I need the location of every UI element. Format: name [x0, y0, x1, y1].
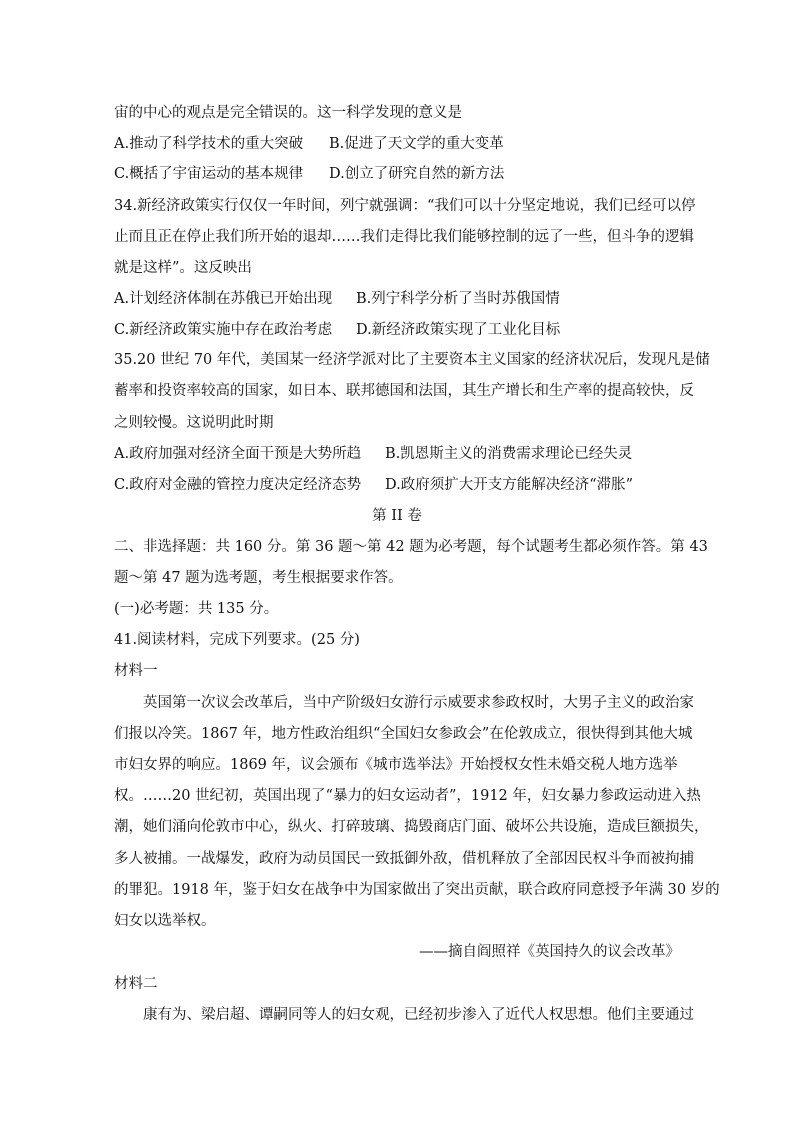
q34-stem-line: 34.新经济政策实行仅仅一年时间，列宁就强调：“我们可以十分坚定地说，我们已经可以停: [114, 198, 696, 214]
q35-option-d: D.政府须扩大开支方能解决经济“滞胀”: [385, 477, 634, 493]
material1-source: ——摘自阎照祥《英国持久的议会改革》: [419, 944, 680, 960]
q33-option-d: D.创立了研究自然的新方法: [329, 166, 505, 182]
material2-line: 康有为、梁启超、谭嗣同等人的妇女观，已经初步渗入了近代人权思想。他们主要通过: [143, 1007, 694, 1023]
q34-option-b: B.列宁科学分析了当时苏俄国情: [356, 291, 560, 307]
q33-option-c: C.概括了宇宙运动的基本规律: [114, 166, 304, 182]
material1-line: 多人被捕。一战爆发，政府为动员国民一致抵御外敌，借机释放了全部因民权斗争而被拘捕: [114, 851, 694, 867]
material1-line: 潮，她们涌向伦敦市中心，纵火、打碎玻璃、捣毁商店门面、破坏公共设施，造成巨额损失，: [114, 819, 709, 835]
material1-line: 权。……20 世纪初，英国出现了“暴力的妇女运动者”，1912 年，妇女暴力参政运动进入热: [114, 788, 701, 804]
material1-line: 市妇女界的响应。1869 年，议会颁布《城市选举法》开始授权女性未婚交税人地方选举: [114, 757, 678, 773]
q34-option-d: D.新经济政策实现了工业化目标: [356, 322, 561, 338]
q35-stem-line: 蓄率和投资率较高的国家，如日本、联邦德国和法国，其生产增长和生产率的提高较快，反: [114, 383, 694, 399]
q33-option-b: B.促进了天文学的重大变革: [329, 136, 504, 152]
material1-line: 英国第一次议会改革后，当中产阶级妇女游行示威要求参政权时，大男子主义的政治家: [143, 695, 694, 711]
section-title: 第 II 卷: [372, 508, 422, 524]
q34-stem-line: 就是这样”。这反映出: [114, 260, 252, 276]
q33-stem-tail: 宙的中心的观点是完全错误的。这一科学发现的意义是: [114, 105, 462, 121]
q34-option-a: A.计划经济体制在苏俄已开始出现: [114, 291, 333, 307]
material1-line: 的罪犯。1918 年，鉴于妇女在战争中为国家做出了突出贡献，联合政府同意授予年满 30 岁的: [114, 882, 720, 898]
q35-option-b: B.凯恩斯主义的消费需求理论已经失灵: [385, 446, 633, 462]
q41-title: 41.阅读材料，完成下列要求。(25 分): [114, 632, 360, 648]
section-intro-line: 题～第 47 题为选考题，考生根据要求作答。: [114, 570, 403, 586]
q35-option-c: C.政府对金融的管控力度决定经济态势: [114, 477, 362, 493]
q35-stem-line: 之则较慢。这说明此时期: [114, 415, 274, 431]
material1-line: 妇女以选举权。: [114, 913, 216, 929]
material2-label: 材料二: [114, 976, 158, 992]
q33-option-a: A.推动了科学技术的重大突破: [114, 136, 304, 152]
material1-label: 材料一: [114, 663, 158, 679]
required-header: (一)必考题：共 135 分。: [114, 601, 279, 617]
q35-stem-line: 35.20 世纪 70 年代，美国某一经济学派对比了主要资本主义国家的经济状况后，发现凡是储: [114, 352, 710, 368]
q34-option-c: C.新经济政策实施中存在政治考虑: [114, 322, 333, 338]
q34-stem-line: 止而且正在停止我们所开始的退却……我们走得比我们能够控制的远了一些，但斗争的逻辑: [114, 229, 694, 245]
q35-option-a: A.政府加强对经济全面干预是大势所趋: [114, 446, 362, 462]
material1-line: 们报以冷笑。1867 年，地方性政治组织“全国妇女参政会”在伦敦成立，很快得到其他大城: [114, 726, 693, 742]
section-intro-line: 二、非选择题：共 160 分。第 36 题～第 42 题为必考题，每个试题考生都必须作答。第 43: [114, 539, 708, 555]
